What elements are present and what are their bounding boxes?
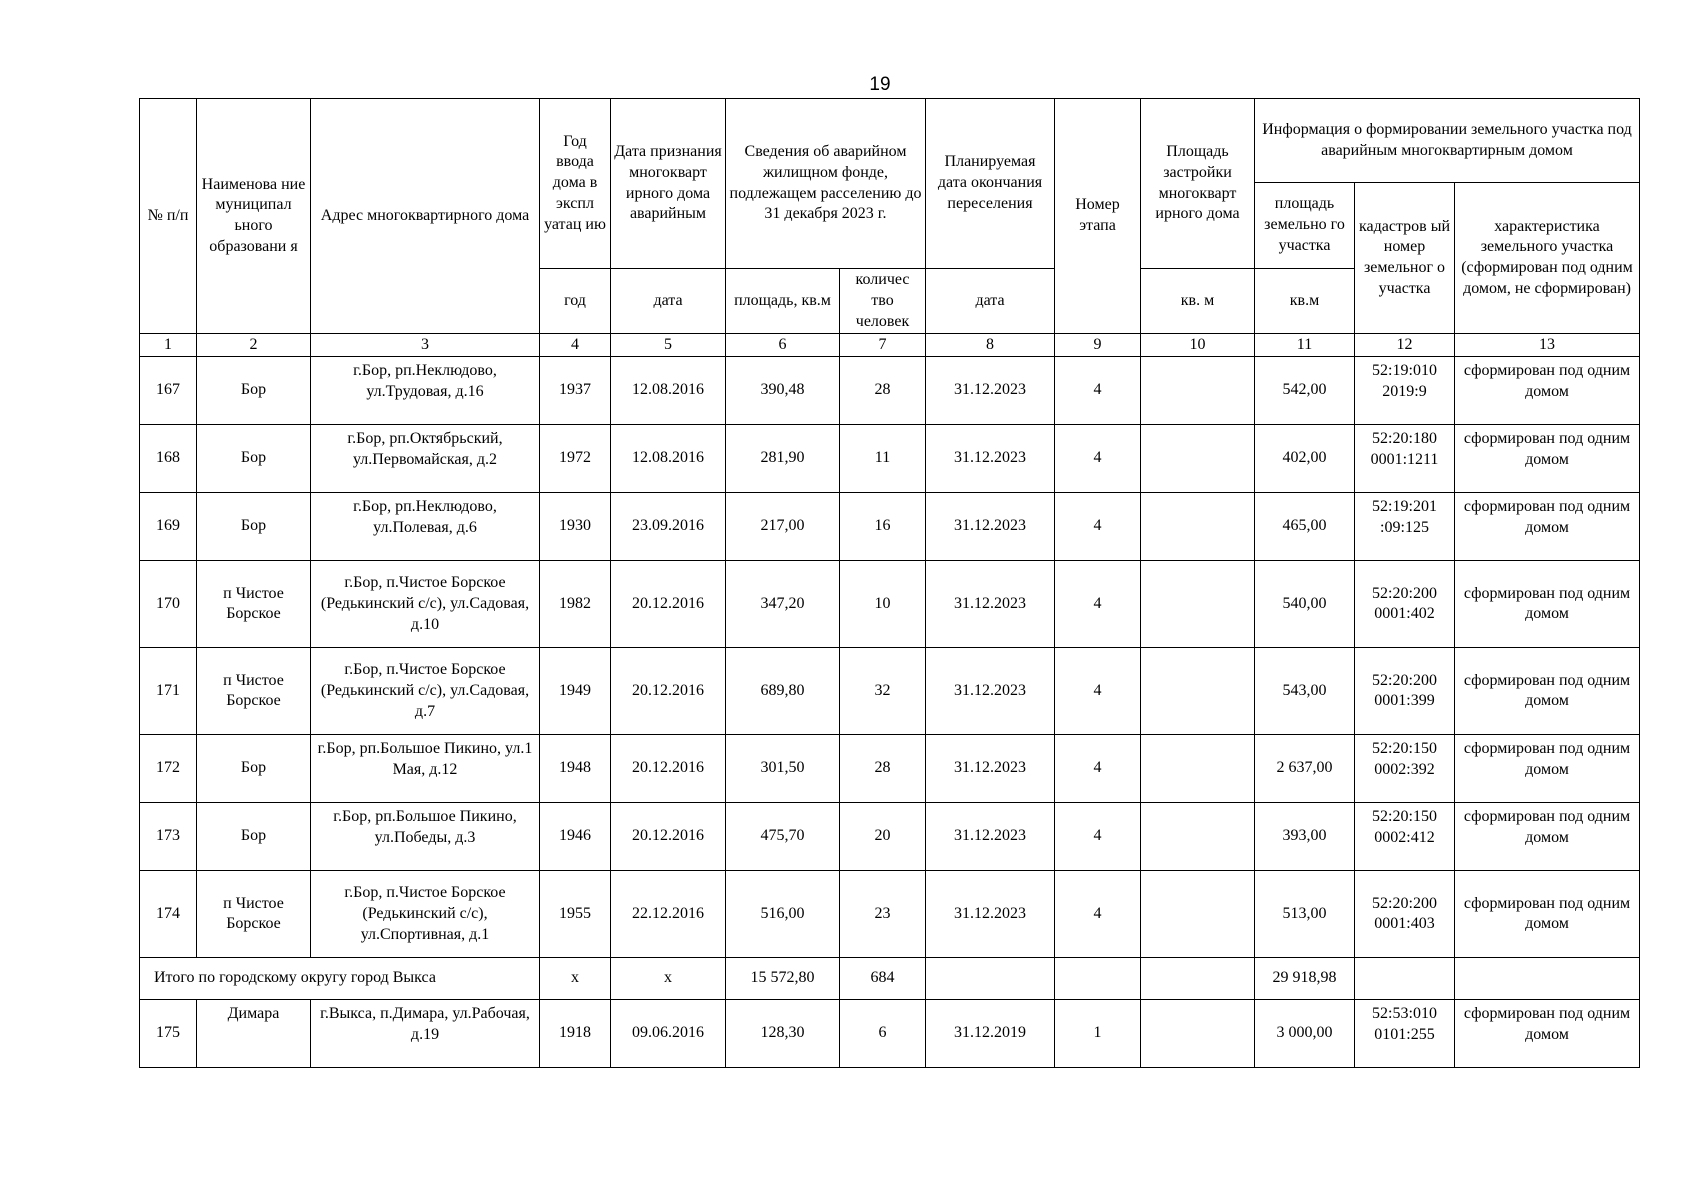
cell-municipality: Димара — [197, 1000, 311, 1068]
table-row — [140, 803, 1640, 871]
cell-building-area — [1141, 871, 1255, 958]
cell-stage: 4 — [1055, 735, 1141, 803]
cell-year: 1946 — [540, 803, 611, 871]
cell-cadastral: 52:20:200 0001:402 — [1355, 561, 1455, 648]
cell-cadastral: 52:20:150 0002:412 — [1355, 803, 1455, 871]
cell-land-area: 465,00 — [1255, 493, 1355, 561]
total-date: х — [611, 958, 726, 1000]
header-planned-date: Планируемая дата окончания переселения — [926, 99, 1055, 269]
column-number: 4 — [540, 334, 611, 357]
cell-stage: 4 — [1055, 425, 1141, 493]
column-number: 9 — [1055, 334, 1141, 357]
cell-municipality: п Чистое Борское — [197, 648, 311, 735]
cell-land-area: 402,00 — [1255, 425, 1355, 493]
cell-num: 171 — [140, 648, 197, 735]
table-row — [140, 1000, 1640, 1068]
header-address: Адрес многоквартирного дома — [311, 99, 540, 334]
cell-planned-date: 31.12.2023 — [926, 735, 1055, 803]
cell-land-area: 543,00 — [1255, 648, 1355, 735]
column-number: 11 — [1255, 334, 1355, 357]
total-land-area: 29 918,98 — [1255, 958, 1355, 1000]
cell-area: 301,50 — [726, 735, 840, 803]
cell-date: 20.12.2016 — [611, 735, 726, 803]
cell-stage: 4 — [1055, 493, 1141, 561]
column-number: 1 — [140, 334, 197, 357]
cell-date: 09.06.2016 — [611, 1000, 726, 1068]
cell-year: 1955 — [540, 871, 611, 958]
column-number: 10 — [1141, 334, 1255, 357]
column-number-row — [140, 334, 1640, 357]
column-number: 2 — [197, 334, 311, 357]
cell-num: 173 — [140, 803, 197, 871]
cell-land-characteristic: сформирован под одним домом — [1455, 648, 1640, 735]
column-number: 8 — [926, 334, 1055, 357]
cell-planned-date: 31.12.2023 — [926, 561, 1055, 648]
cell-num: 174 — [140, 871, 197, 958]
column-number: 3 — [311, 334, 540, 357]
cell-date: 20.12.2016 — [611, 648, 726, 735]
cell-stage: 1 — [1055, 1000, 1141, 1068]
cell-people: 11 — [840, 425, 926, 493]
total-label: Итого по городскому округу город Выкса — [140, 958, 540, 1000]
cell-people: 20 — [840, 803, 926, 871]
cell-address: г.Бор, рп.Октябрьский, ул.Первомайская, д.2 — [311, 425, 540, 493]
cell-address: г.Бор, рп.Большое Пикино, ул.Победы, д.3 — [311, 803, 540, 871]
cell-land-characteristic: сформирован под одним домом — [1455, 561, 1640, 648]
cell-address: г.Бор, рп.Неклюдово, ул.Трудовая, д.16 — [311, 357, 540, 425]
unit-building-area: кв. м — [1141, 269, 1255, 334]
cell-planned-date: 31.12.2023 — [926, 871, 1055, 958]
cell-date: 20.12.2016 — [611, 803, 726, 871]
total-people: 684 — [840, 958, 926, 1000]
unit-area: площадь, кв.м — [726, 269, 840, 334]
cell-people: 32 — [840, 648, 926, 735]
cell-area: 475,70 — [726, 803, 840, 871]
cell-planned-date: 31.12.2023 — [926, 425, 1055, 493]
cell-land-characteristic: сформирован под одним домом — [1455, 735, 1640, 803]
cell-land-area: 513,00 — [1255, 871, 1355, 958]
table-row — [140, 735, 1640, 803]
header-emergency-info: Сведения об аварийном жилищном фонде, подлежащем расселению до 31 декабря 2023 г. — [726, 99, 926, 269]
cell-municipality: Бор — [197, 735, 311, 803]
cell-planned-date: 31.12.2023 — [926, 803, 1055, 871]
page-number: 19 — [869, 74, 891, 95]
cell-land-area: 3 000,00 — [1255, 1000, 1355, 1068]
cell-year: 1918 — [540, 1000, 611, 1068]
total-empty — [1141, 958, 1255, 1000]
cell-area: 128,30 — [726, 1000, 840, 1068]
header-land-info: Информация о формировании земельного участка под аварийным многоквартирным домом — [1255, 99, 1640, 183]
cell-cadastral: 52:19:010 2019:9 — [1355, 357, 1455, 425]
cell-people: 28 — [840, 735, 926, 803]
cell-area: 281,90 — [726, 425, 840, 493]
header-municipality: Наименова ние муниципал ьного образовани я — [197, 99, 311, 334]
unit-people: количес тво человек — [840, 269, 926, 334]
cell-municipality: Бор — [197, 357, 311, 425]
cell-stage: 4 — [1055, 357, 1141, 425]
cell-cadastral: 52:20:200 0001:399 — [1355, 648, 1455, 735]
table-row — [140, 357, 1640, 425]
total-row — [140, 958, 1640, 1000]
header-date-recognized: Дата признания многокварт ирного дома аварийным — [611, 99, 726, 269]
cell-people: 23 — [840, 871, 926, 958]
cell-area: 689,80 — [726, 648, 840, 735]
cell-people: 16 — [840, 493, 926, 561]
cell-municipality: Бор — [197, 803, 311, 871]
cell-land-area: 542,00 — [1255, 357, 1355, 425]
cell-stage: 4 — [1055, 871, 1141, 958]
unit-land-area: кв.м — [1255, 269, 1355, 334]
column-number: 12 — [1355, 334, 1455, 357]
total-empty — [926, 958, 1055, 1000]
cell-date: 22.12.2016 — [611, 871, 726, 958]
unit-date: дата — [611, 269, 726, 334]
cell-land-characteristic: сформирован под одним домом — [1455, 425, 1640, 493]
cell-area: 217,00 — [726, 493, 840, 561]
cell-land-characteristic: сформирован под одним домом — [1455, 493, 1640, 561]
cell-date: 20.12.2016 — [611, 561, 726, 648]
cell-num: 169 — [140, 493, 197, 561]
header-num: № п/п — [140, 99, 197, 334]
header-land-area: площадь земельно го участка — [1255, 183, 1355, 269]
cell-area: 516,00 — [726, 871, 840, 958]
cell-building-area — [1141, 803, 1255, 871]
cell-land-characteristic: сформирован под одним домом — [1455, 357, 1640, 425]
cell-building-area — [1141, 561, 1255, 648]
cell-municipality: п Чистое Борское — [197, 871, 311, 958]
unit-year: год — [540, 269, 611, 334]
cell-land-characteristic: сформирован под одним домом — [1455, 1000, 1640, 1068]
cell-land-area: 393,00 — [1255, 803, 1355, 871]
table-row — [140, 493, 1640, 561]
cell-people: 6 — [840, 1000, 926, 1068]
table-row — [140, 561, 1640, 648]
cell-people: 28 — [840, 357, 926, 425]
cell-year: 1930 — [540, 493, 611, 561]
total-empty — [1455, 958, 1640, 1000]
total-empty — [1055, 958, 1141, 1000]
column-number: 5 — [611, 334, 726, 357]
cell-cadastral: 52:53:010 0101:255 — [1355, 1000, 1455, 1068]
cell-year: 1937 — [540, 357, 611, 425]
cell-stage: 4 — [1055, 648, 1141, 735]
cell-num: 172 — [140, 735, 197, 803]
cell-building-area — [1141, 1000, 1255, 1068]
cell-year: 1949 — [540, 648, 611, 735]
header-stage: Номер этапа — [1055, 99, 1141, 334]
cell-cadastral: 52:20:150 0002:392 — [1355, 735, 1455, 803]
cell-date: 12.08.2016 — [611, 425, 726, 493]
cell-planned-date: 31.12.2023 — [926, 493, 1055, 561]
cell-land-area: 2 637,00 — [1255, 735, 1355, 803]
cell-num: 168 — [140, 425, 197, 493]
table-row — [140, 871, 1640, 958]
cell-building-area — [1141, 493, 1255, 561]
cell-address: г.Бор, п.Чистое Борское (Редькинский с/с), ул.Садовая, д.7 — [311, 648, 540, 735]
cell-year: 1948 — [540, 735, 611, 803]
column-number: 7 — [840, 334, 926, 357]
emergency-housing-table — [139, 98, 1640, 1068]
cell-cadastral: 52:20:200 0001:403 — [1355, 871, 1455, 958]
cell-stage: 4 — [1055, 803, 1141, 871]
cell-date: 23.09.2016 — [611, 493, 726, 561]
table-row — [140, 648, 1640, 735]
cell-cadastral: 52:20:180 0001:1211 — [1355, 425, 1455, 493]
cell-date: 12.08.2016 — [611, 357, 726, 425]
header-cadastral: кадастров ый номер земельног о участка — [1355, 183, 1455, 334]
cell-area: 347,20 — [726, 561, 840, 648]
cell-people: 10 — [840, 561, 926, 648]
cell-year: 1982 — [540, 561, 611, 648]
cell-address: г.Бор, рп.Большое Пикино, ул.1 Мая, д.12 — [311, 735, 540, 803]
cell-year: 1972 — [540, 425, 611, 493]
cell-address: г.Бор, п.Чистое Борское (Редькинский с/с), ул.Садовая, д.10 — [311, 561, 540, 648]
cell-building-area — [1141, 735, 1255, 803]
cell-building-area — [1141, 357, 1255, 425]
cell-stage: 4 — [1055, 561, 1141, 648]
header-land-characteristic: характеристика земельного участка (сформирован под одним домом, не сформирован) — [1455, 183, 1640, 334]
cell-address: г.Выкса, п.Димара, ул.Рабочая, д.19 — [311, 1000, 540, 1068]
cell-cadastral: 52:19:201 :09:125 — [1355, 493, 1455, 561]
cell-land-area: 540,00 — [1255, 561, 1355, 648]
total-year: х — [540, 958, 611, 1000]
cell-planned-date: 31.12.2023 — [926, 648, 1055, 735]
cell-address: г.Бор, п.Чистое Борское (Редькинский с/с), ул.Спортивная, д.1 — [311, 871, 540, 958]
cell-building-area — [1141, 648, 1255, 735]
cell-land-characteristic: сформирован под одним домом — [1455, 871, 1640, 958]
column-number: 6 — [726, 334, 840, 357]
cell-municipality: п Чистое Борское — [197, 561, 311, 648]
total-area: 15 572,80 — [726, 958, 840, 1000]
column-number: 13 — [1455, 334, 1640, 357]
cell-municipality: Бор — [197, 425, 311, 493]
cell-land-characteristic: сформирован под одним домом — [1455, 803, 1640, 871]
unit-planned-date: дата — [926, 269, 1055, 334]
cell-municipality: Бор — [197, 493, 311, 561]
cell-address: г.Бор, рп.Неклюдово, ул.Полевая, д.6 — [311, 493, 540, 561]
table-row — [140, 425, 1640, 493]
cell-num: 175 — [140, 1000, 197, 1068]
cell-num: 167 — [140, 357, 197, 425]
header-year-built: Год ввода дома в экспл уатац ию — [540, 99, 611, 269]
cell-num: 170 — [140, 561, 197, 648]
cell-area: 390,48 — [726, 357, 840, 425]
total-empty — [1355, 958, 1455, 1000]
cell-planned-date: 31.12.2019 — [926, 1000, 1055, 1068]
cell-building-area — [1141, 425, 1255, 493]
header-building-area: Площадь застройки многокварт ирного дома — [1141, 99, 1255, 269]
cell-planned-date: 31.12.2023 — [926, 357, 1055, 425]
